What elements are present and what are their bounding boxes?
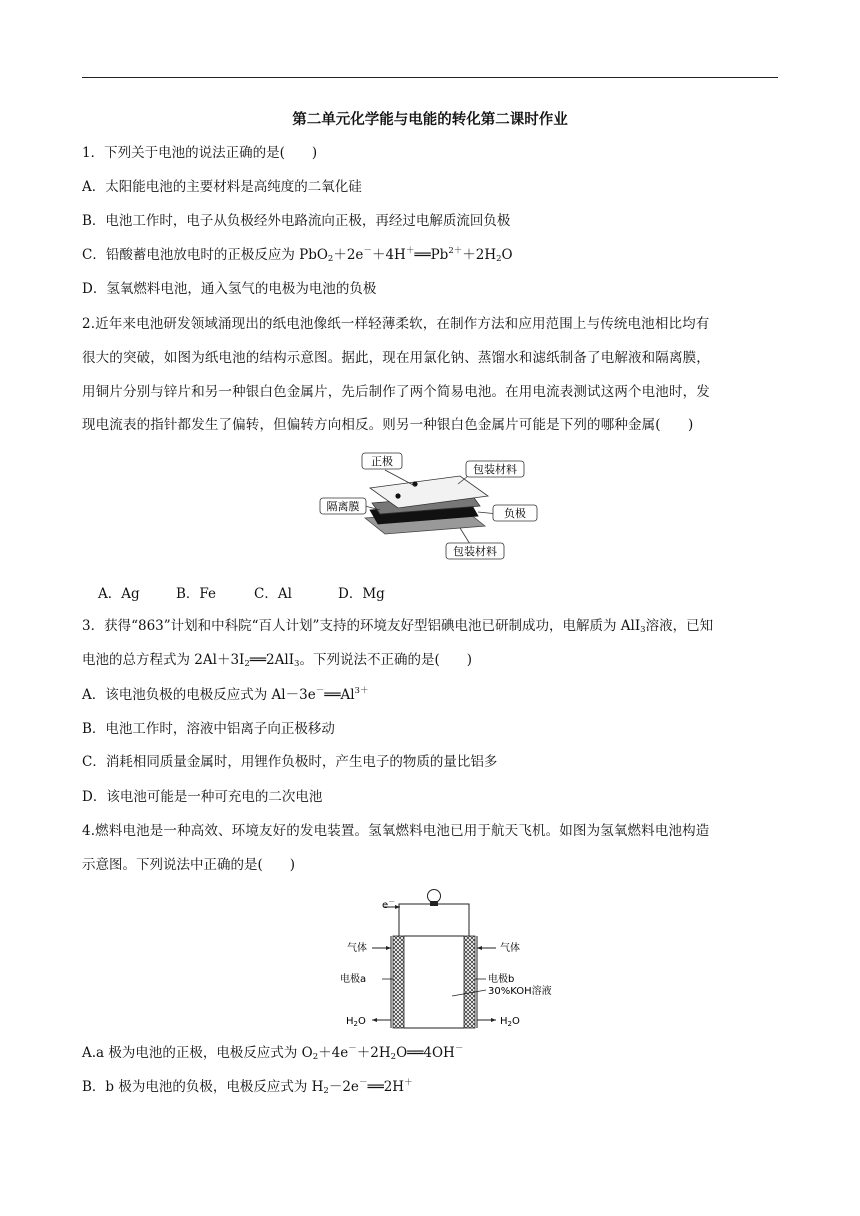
q2-stem-line4: 现电流表的指针都发生了偏转，但偏转方向相反。则另一种银白色金属片可能是下列的哪种金属( ) [82,417,694,433]
q2-option-d: D．Mg [338,586,385,602]
q3-option-d: D．该电池可能是一种可充电的二次电池 [82,789,323,805]
q3-stem-line2: 电池的总方程式为 $2Al+3I_2══2AlI_3$。下列说法不正确的是( ) [82,652,473,669]
label-positive-electrode: 正极 [371,455,393,468]
q1-stem: 1．下列关于电池的说法正确的是( ) [82,145,318,161]
water-right-label: $H_2O$ [500,1016,520,1028]
gas-left-label: 气体 [347,943,367,954]
q3-stem-line1: 3．获得“863”计划和中科院“百人计划”支持的环境友好型铝碘电池已研制成功，电解质为 AlI$_3$溶液，已知 [82,618,714,635]
label-negative-electrode: 负极 [504,507,526,520]
label-packaging-bottom: 包装材料 [453,545,497,558]
q1-option-b: B．电池工作时，电子从负极经外电路流向正极，再经过电解质流回负极 [82,213,511,229]
bulb-icon [428,890,441,903]
q4-stem-line1: 4.燃料电池是一种高效、环境友好的发电装置。氢氧燃料电池已用于航天飞机。如图为氢氧燃料电池构造 [82,823,710,839]
koh-solution-label: 30%KOH溶液 [488,986,552,997]
electrode-a [393,936,404,1028]
electrode-a-label: 电极a [340,974,367,985]
q3-option-a: A．该电池负极的电极反应式为 $Al-3e^-══Al^{3+}$ [82,686,369,703]
q4-stem-line2: 示意图。下列说法中正确的是( ) [82,857,296,873]
water-left-label: $H_2O$ [346,1016,366,1028]
q2-stem-line1: 2.近年来电池研发领域涌现出的纸电池像纸一样轻薄柔软，在制作方法和应用范围上与传统电池相比均有 [82,316,710,332]
electrode-b-label: 电极b [488,974,515,985]
electrode-b [464,936,475,1028]
q2-option-b: B．Fe [176,586,217,602]
q3-option-b: B．电池工作时，溶液中铝离子向正极移动 [82,721,335,737]
paper-battery-figure [310,448,540,566]
q4-option-a: A.a 极为电池的正极，电极反应式为 $O_2+4e^-+2H_2O══4OH^-$ [82,1044,464,1062]
q2-stem-line3: 用铜片分别与锌片和另一种银白色金属片，先后制作了两个简易电池。在用电流表测试这两个电池时，发 [82,384,710,400]
q2-stem-line2: 很大的突破，如图为纸电池的结构示意图。据此，现在用氯化钠、蒸馏水和滤纸制备了电解液和隔离膜， [82,350,710,366]
q2-option-c: C．Al [254,586,292,602]
electron-label: e－ [382,898,396,911]
q1-option-a: A．太阳能电池的主要材料是高纯度的二氧化硅 [82,179,362,195]
header-rule [82,77,778,78]
page-title: 第二单元化学能与电能的转化第二课时作业 [292,111,568,128]
q1-option-d: D．氢氧燃料电池，通入氢气的电极为电池的负极 [82,281,377,297]
q1-option-c: C．铅酸蓄电池放电时的正极反应为 $PbO_2+2e^-+4H^+══Pb^{2+}+2H_2O$ [82,246,513,264]
fuel-cell-figure [340,886,552,1032]
gas-right-label: 气体 [500,943,520,954]
label-packaging-top: 包装材料 [473,463,517,476]
label-separator: 隔离膜 [326,500,360,513]
q2-option-a: A．Ag [98,586,140,602]
q2-options [98,582,385,602]
q4-option-b: B．b 极为电池的负极，电极反应式为 $H_2-2e^-══2H^+$ [82,1078,413,1096]
q3-option-c: C．消耗相同质量金属时，用锂作负极时，产生电子的物质的量比铝多 [82,754,498,770]
